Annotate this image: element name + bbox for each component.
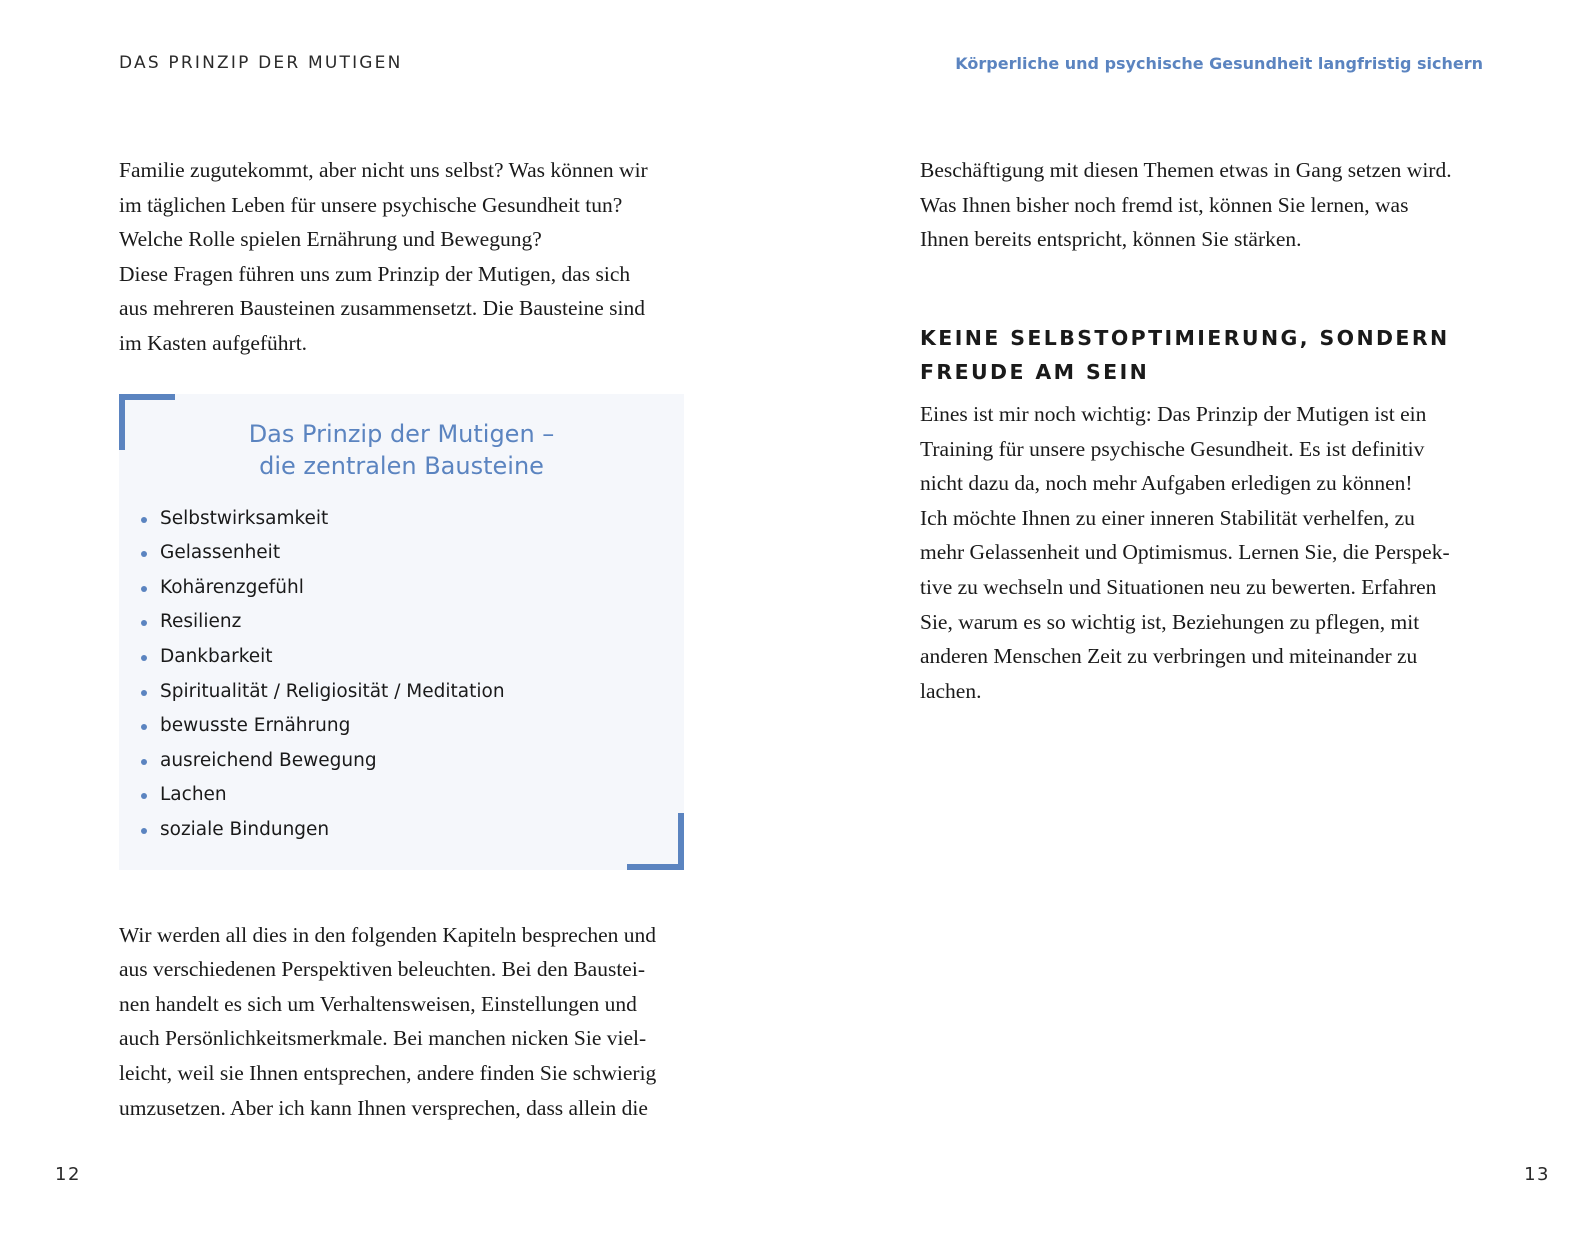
text-line: Familie zugutekommt, aber nicht uns selbst? Was können wir [119,158,648,182]
right-intro-paragraph [920,153,1485,257]
building-blocks-list [141,502,505,848]
text-line: auch Persönlichkeitsmerkmale. Bei manchen nicken Sie viel- [119,1026,647,1051]
list-item [141,536,505,571]
bullet-icon [141,517,147,523]
list-item [141,778,505,813]
left-outro-paragraph [119,918,685,1126]
text-line: Welche Rolle spielen Ernährung und Bewegung? [119,227,542,252]
list-item-label: ausreichend Bewegung [160,749,377,771]
list-item [141,640,505,675]
text-line: lachen. [920,678,982,703]
bullet-icon [141,620,147,626]
text-line: Eines ist mir noch wichtig: Das Prinzip der Mutigen ist ein [920,401,1427,426]
list-item-label: Lachen [160,784,227,806]
text-line: Ich möchte Ihnen zu einer inneren Stabilität verhelfen, zu [920,505,1415,530]
page-number-right: 13 [1524,1164,1550,1185]
heading-line: KEINE SELBSTOPTIMIERUNG, SONDERN [920,325,1450,350]
text-line: im Kasten aufgeführt. [119,330,308,355]
corner-bracket-bottom-right [627,813,684,870]
heading-line: FREUDE AM SEIN [920,360,1150,385]
list-item [141,502,505,537]
list-item-label: Spiritualität / Religiosität / Meditation [160,680,505,702]
text-line: aus mehreren Bausteinen zusammensetzt. Die Bausteine sind [119,296,645,321]
list-item-label: Kohärenzgefühl [160,576,304,598]
text-line: nen handelt es sich um Verhaltensweisen, Einstellungen und [119,991,637,1016]
text-line: Was Ihnen bisher noch fremd ist, können Sie lernen, was [920,192,1409,217]
text-line: im täglichen Leben für unsere psychische Gesundheit tun? [119,192,623,217]
list-item [141,675,505,710]
bullet-icon [141,759,147,765]
bullet-icon [141,828,147,834]
building-blocks-box [119,394,684,870]
bullet-icon [141,793,147,799]
box-title [119,418,684,482]
text-line: Ihnen bereits entspricht, können Sie stärken. [920,227,1302,252]
text-line: mehr Gelassenheit und Optimismus. Lernen Sie, die Perspek- [920,540,1450,565]
list-item [141,709,505,744]
bullet-icon [141,724,147,730]
list-item [141,605,505,640]
text-line: Training für unsere psychische Gesundheit. Es ist definitiv [920,436,1425,461]
text-line: Wir werden all dies in den folgenden Kapiteln besprechen und [119,922,657,947]
list-item [141,744,505,779]
list-item [141,813,505,848]
text-line: Sie, warum es so wichtig ist, Beziehungen zu pflegen, mit [920,609,1420,634]
right-page-column [920,153,1485,708]
bullet-icon [141,655,147,661]
box-title-line: Das Prinzip der Mutigen – [248,419,555,448]
left-page-column [119,153,685,1125]
text-line: anderen Menschen Zeit zu verbringen und miteinander zu [920,644,1418,669]
page-number-left: 12 [55,1164,81,1185]
text-line: leicht, weil sie Ihnen entsprechen, andere finden Sie schwierig [119,1060,657,1085]
right-body-paragraph [920,397,1485,708]
bullet-icon [141,586,147,592]
list-item-label: Selbstwirksamkeit [160,507,329,529]
list-item-label: soziale Bindungen [160,818,330,840]
bullet-icon [141,551,147,557]
list-item-label: Resilienz [160,611,242,633]
running-head-right: Körperliche und psychische Gesundheit langfristig sichern [955,54,1483,73]
running-head-left: DAS PRINZIP DER MUTIGEN [119,53,403,73]
box-title-line: die zentralen Bausteine [259,451,544,480]
text-line: tive zu wechseln und Situationen neu zu bewerten. Erfahren [920,574,1437,599]
left-intro-paragraph [119,153,685,361]
bullet-icon [141,690,147,696]
list-item-label: bewusste Ernährung [160,715,351,737]
list-item [141,571,505,606]
text-line: aus verschiedenen Perspektiven beleuchten. Bei den Baustei- [119,957,645,982]
section-heading [920,321,1485,390]
text-line: nicht dazu da, noch mehr Aufgaben erledigen zu können! [920,471,1413,496]
text-line: Diese Fragen führen uns zum Prinzip der Mutigen, das sich [119,261,631,286]
text-line: umzusetzen. Aber ich kann Ihnen versprechen, dass allein die [119,1095,648,1120]
text-line: Beschäftigung mit diesen Themen etwas in Gang setzen wird. [920,158,1452,182]
list-item-label: Dankbarkeit [160,645,273,667]
list-item-label: Gelassenheit [160,542,281,564]
